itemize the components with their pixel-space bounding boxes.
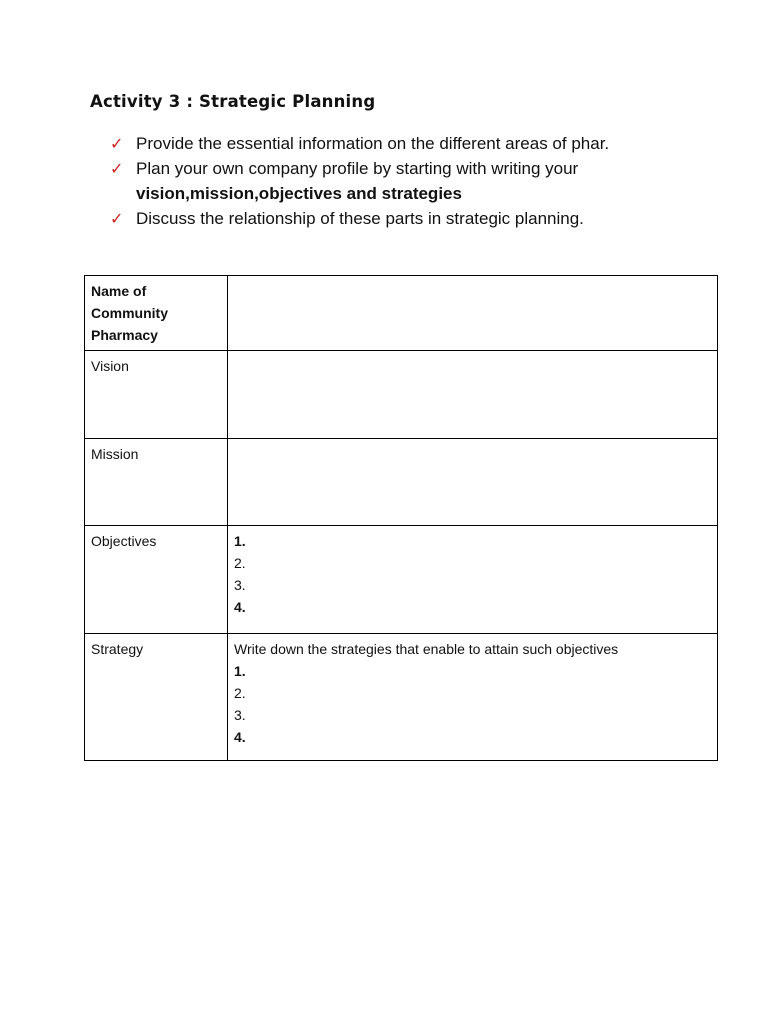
strategy-item: 2. xyxy=(234,685,246,701)
instruction-item xyxy=(108,206,609,231)
strategy-list xyxy=(234,660,711,748)
page-title: Activity 3 : Strategic Planning xyxy=(90,92,376,111)
instruction-text: Provide the essential information on the different areas of phar. xyxy=(136,134,610,153)
strategy-item: 3. xyxy=(234,707,246,723)
instruction-text: Plan your own company profile by starting with writing your xyxy=(136,159,579,178)
vision-field[interactable] xyxy=(228,351,718,439)
strategy-label: Strategy xyxy=(85,634,228,761)
mission-label: Mission xyxy=(85,439,228,526)
checkmark-icon: ✓ xyxy=(110,209,124,228)
objectives-label: Objectives xyxy=(85,526,228,634)
strategic-planning-table xyxy=(84,275,718,761)
instruction-text: Discuss the relationship of these parts in strategic planning. xyxy=(136,209,584,228)
instruction-bold-text: vision,mission,objectives and strategies xyxy=(136,184,462,203)
table-row-vision xyxy=(85,351,718,439)
pharmacy-name-label: Name of Community Pharmacy xyxy=(85,276,228,351)
objective-item: 3. xyxy=(234,577,246,593)
instruction-item xyxy=(108,156,609,206)
table-row-objectives xyxy=(85,526,718,634)
checkmark-icon: ✓ xyxy=(110,159,124,178)
strategy-item: 1. xyxy=(234,663,246,679)
vision-label: Vision xyxy=(85,351,228,439)
strategy-item: 4. xyxy=(234,729,246,745)
objectives-field[interactable] xyxy=(228,526,718,634)
strategy-field[interactable] xyxy=(228,634,718,761)
pharmacy-name-field[interactable] xyxy=(228,276,718,351)
objective-item: 4. xyxy=(234,599,246,615)
instruction-item xyxy=(108,131,609,156)
table-row-strategy xyxy=(85,634,718,761)
table-row-pharmacy-name xyxy=(85,276,718,351)
checkmark-icon: ✓ xyxy=(110,134,124,153)
objective-item: 1. xyxy=(234,533,246,549)
objectives-list xyxy=(234,530,711,618)
mission-field[interactable] xyxy=(228,439,718,526)
table-row-mission xyxy=(85,439,718,526)
strategy-intro-text: Write down the strategies that enable to attain such objectives xyxy=(234,641,619,657)
objective-item: 2. xyxy=(234,555,246,571)
instruction-list xyxy=(108,131,609,231)
